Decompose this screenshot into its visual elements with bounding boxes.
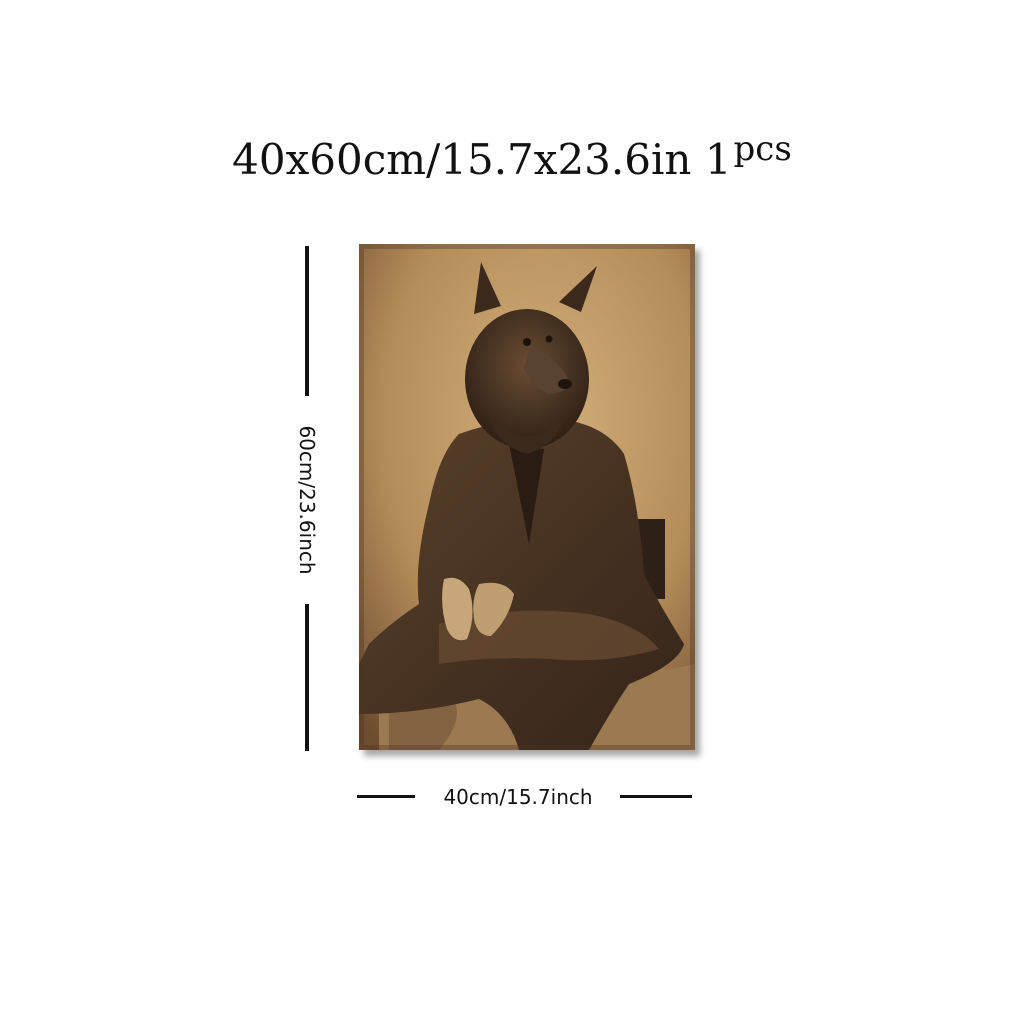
width-dimension-line-left	[357, 795, 415, 798]
nose	[558, 379, 572, 389]
piece-count: 1	[704, 135, 732, 184]
width-dimension-label: 40cm/15.7inch	[443, 785, 593, 809]
height-dimension-label: 60cm/23.6inch	[295, 425, 319, 575]
right-eye	[546, 336, 553, 343]
canvas-artwork	[359, 244, 695, 750]
piece-unit: pcs	[733, 129, 792, 169]
height-dimension-line-bottom	[305, 604, 309, 751]
height-dimension-line-top	[305, 246, 309, 396]
left-eye	[523, 338, 531, 346]
product-size-title	[0, 118, 1024, 191]
width-dimension-line-right	[620, 795, 692, 798]
wolf-portrait-image	[359, 244, 695, 750]
size-text: 40x60cm/15.7x23.6in	[232, 135, 692, 184]
fur-mane	[465, 309, 589, 449]
